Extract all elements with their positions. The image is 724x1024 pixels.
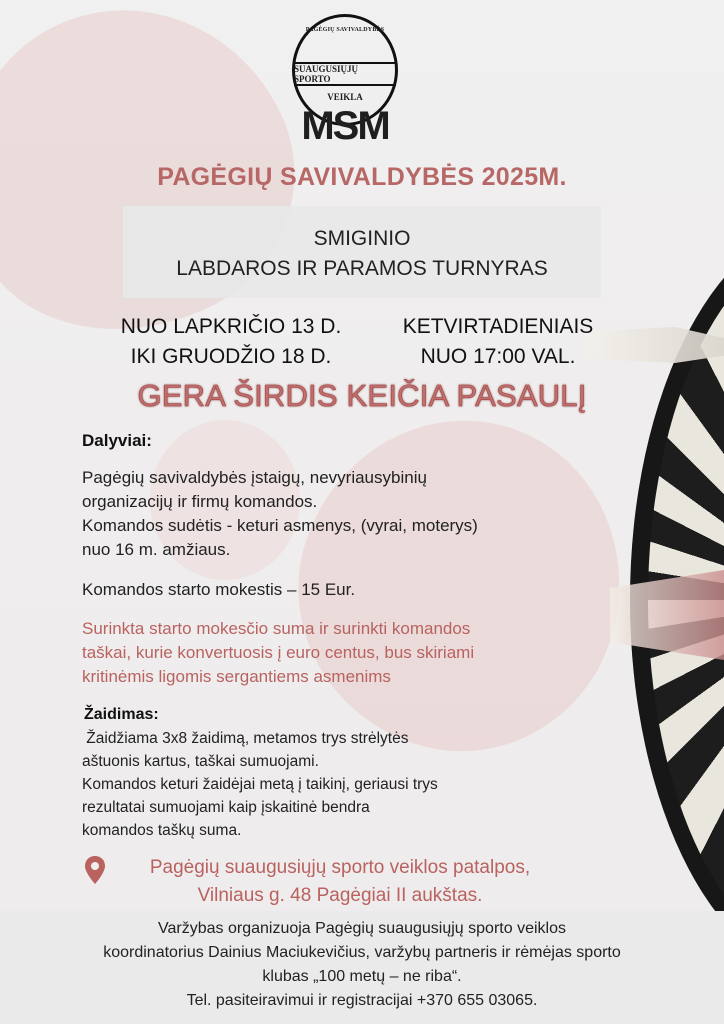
logo-mark: MSM <box>301 104 389 148</box>
participants-text <box>82 466 602 562</box>
charity-line-2: taškai, kurie konvertuosis į euro centus, bus skiriami <box>82 643 475 662</box>
game-rules <box>82 727 602 842</box>
game-line-4: rezultatai sumuojami kaip įskaitinė bendra <box>82 799 370 816</box>
date-start: NUO LAPKRIČIO 13 D. <box>120 315 342 338</box>
participants-line-4: nuo 16 m. amžiaus. <box>82 540 231 559</box>
footer-contact: Tel. pasiteiravimui ir registracijai +370 655 03065. <box>186 992 538 1009</box>
game-heading: Žaidimas: <box>84 706 159 723</box>
participants-line-1: Pagėgių savivaldybės įstaigų, nevyriausybinių <box>82 468 427 487</box>
subtitle-box <box>123 206 601 298</box>
footer-line-3: klubas „100 metų – ne riba“. <box>262 968 462 985</box>
logo-band-text: SUAUGUSIŲJŲ SPORTO <box>294 62 396 86</box>
slogan: GERA ŠIRDIS KEIČIA PASAULĮ <box>137 378 587 413</box>
charity-text <box>82 617 602 689</box>
subtitle-line-2: LABDAROS IR PARAMOS TURNYRAS <box>176 257 548 280</box>
logo-ring-text: PAGĖGIŲ SAVIVALDYBĖS <box>305 27 385 33</box>
location <box>80 854 600 910</box>
schedule-day: KETVIRTADIENIAIS <box>402 315 594 338</box>
location-line-2: Vilniaus g. 48 Pagėgiai II aukštas. <box>197 885 483 906</box>
page-title: PAGĖGIŲ SAVIVALDYBĖS 2025M. <box>157 163 567 191</box>
schedule <box>382 312 614 372</box>
footer-line-2: koordinatorius Dainius Maciukevičius, varžybų partneris ir rėmėjas sporto <box>103 944 621 961</box>
participants-line-2: organizacijų ir firmų komandos. <box>82 492 318 511</box>
logo <box>290 14 400 148</box>
date-range <box>100 312 362 372</box>
game-line-5: komandos taškų suma. <box>82 822 242 839</box>
date-end: IKI GRUODŽIO 18 D. <box>130 345 332 368</box>
game-line-2: aštuonis kartus, taškai sumuojami. <box>82 753 319 770</box>
schedule-time: NUO 17:00 VAL. <box>420 345 576 368</box>
subtitle-line-1: SMIGINIO <box>313 227 411 250</box>
game-line-1: Žaidžiama 3x8 žaidimą, metamos trys strėlytės <box>82 730 409 747</box>
logo-veikla-text: VEIKLA <box>327 92 363 102</box>
footer-line-1: Varžybas organizuoja Pagėgių suaugusiųjų sporto veiklos <box>158 920 566 937</box>
entry-fee: Komandos starto mokestis – 15 Eur. <box>82 580 356 599</box>
participants-heading: Dalyviai: <box>82 431 152 450</box>
charity-line-3: kritinėmis ligomis sergantiems asmenims <box>82 667 391 686</box>
footer <box>0 911 724 1024</box>
location-line-1: Pagėgių suaugusiųjų sporto veiklos patalpos, <box>149 857 531 878</box>
game-line-3: Komandos keturi žaidėjai metą į taikinį, geriausi trys <box>82 776 438 793</box>
participants-line-3: Komandos sudėtis - keturi asmenys, (vyrai, moterys) <box>82 516 478 535</box>
charity-line-1: Surinkta starto mokesčio suma ir surinkti komandos <box>82 619 471 638</box>
